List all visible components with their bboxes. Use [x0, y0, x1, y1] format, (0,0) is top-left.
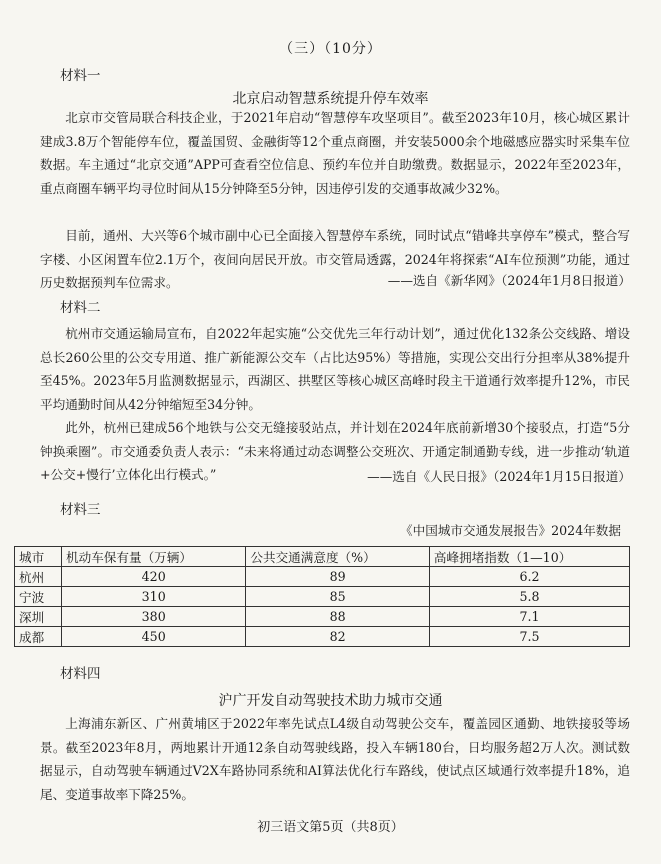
cell-vehicles: 450	[62, 627, 246, 647]
table-row	[15, 587, 630, 607]
cell-vehicles: 310	[62, 587, 246, 607]
cell-city: 杭州	[15, 567, 62, 587]
cell-congestion: 7.1	[429, 607, 629, 627]
table-caption: 《中国城市交通发展报告》2024年数据	[400, 523, 621, 538]
cell-vehicles: 420	[62, 567, 246, 587]
city-traffic-table	[14, 546, 630, 647]
table-header-row	[15, 547, 630, 567]
header-satisfaction: 公共交通满意度（%）	[246, 547, 430, 567]
material-2-paragraph-1: 杭州市交通运输局宣布，自2022年起实施“公交优先三年行动计划”，通过优化132条公交线路、增设总长260公里的公交专用道、推广新能源公交车（占比达95%）等措施，实现公交出行分担率从38%提升至45%。2023年5月监测数据显示，西湖区、拱墅区等核心城区高峰时段主干道通行效率提升12%，市民平均通勤时间从42分钟缩短至34分钟。	[40, 326, 630, 412]
header-city: 城市	[15, 547, 62, 567]
cell-vehicles: 380	[62, 607, 246, 627]
material-2-paragraph-2: 此外，杭州已建成56个地铁与公交无缝接驳站点，并计划在2024年底前新增30个接驳点，打造“5分钟换乘圈”。市交通委负责人表示：“未来将通过动态调整公交班次、开通定制通勤专线，进一步推动‘轨道+公交+慢行’立体化出行模式。”	[40, 420, 630, 482]
cell-city: 深圳	[15, 607, 62, 627]
material-2-label: 材料二	[60, 300, 101, 316]
cell-city: 宁波	[15, 587, 62, 607]
material-1-title: 北京启动智慧系统提升停车效率	[232, 91, 429, 107]
cell-city: 成都	[15, 627, 62, 647]
header-vehicles: 机动车保有量（万辆）	[62, 547, 246, 567]
section-title: （三）（10分）	[279, 41, 382, 57]
material-1-source: ——选自《新华网》（2024年1月8日报道）	[387, 273, 631, 288]
page-footer: 初三语文第5页（共8页）	[257, 820, 404, 835]
material-1-paragraph-2: 目前，通州、大兴等6个城市副中心已全面接入智慧停车系统，同时试点“错峰共享停车”模式，整合写字楼、小区闲置车位2.1万个，夜间向居民开放。市交管局透露，2024年将探索“AI车位预测”功能，通过历史数据预判车位需求。	[40, 228, 630, 290]
cell-satisfaction: 89	[246, 567, 430, 587]
table-row	[15, 627, 630, 647]
header-congestion: 高峰拥堵指数（1—10）	[429, 547, 629, 567]
cell-congestion: 7.5	[429, 627, 629, 647]
material-4-label: 材料四	[60, 666, 101, 682]
table-row	[15, 567, 630, 587]
material-4-title: 沪广开发自动驾驶技术助力城市交通	[218, 693, 443, 709]
material-4-paragraph-1: 上海浦东新区、广州黄埔区于2022年率先试点L4级自动驾驶公交车，覆盖园区通勤、地铁接驳等场景。截至2023年8月，两地累计开通12条自动驾驶线路，投入车辆180台，日均服务超2万人次。测试数据显示，自动驾驶车辆通过V2X车路协同系统和AI算法优化行车路线，使试点区域通行效率提升18%，追尾、变道事故率下降25%。	[40, 716, 630, 802]
material-2-source: ——选自《人民日报》（2024年1月15日报道）	[367, 469, 631, 484]
material-3-label: 材料三	[60, 502, 101, 518]
table-row	[15, 607, 630, 627]
material-1-label: 材料一	[60, 68, 101, 84]
material-1-paragraph-1: 北京市交管局联合科技企业，于2021年启动“智慧停车攻坚项目”。截至2023年10月，核心城区累计建成3.8万个智能停车位，覆盖国贸、金融街等12个重点商圈，并安装5000余个地磁感应器实时采集车位数据。车主通过“北京交通”APP可查看空位信息、预约车位并自助缴费。数据显示，2022年至2023年，重点商圈车辆平均寻位时间从15分钟降至5分钟，因违停引发的交通事故减少32%。	[40, 110, 630, 196]
cell-satisfaction: 88	[246, 607, 430, 627]
cell-congestion: 6.2	[429, 567, 629, 587]
cell-satisfaction: 82	[246, 627, 430, 647]
cell-congestion: 5.8	[429, 587, 629, 607]
cell-satisfaction: 85	[246, 587, 430, 607]
